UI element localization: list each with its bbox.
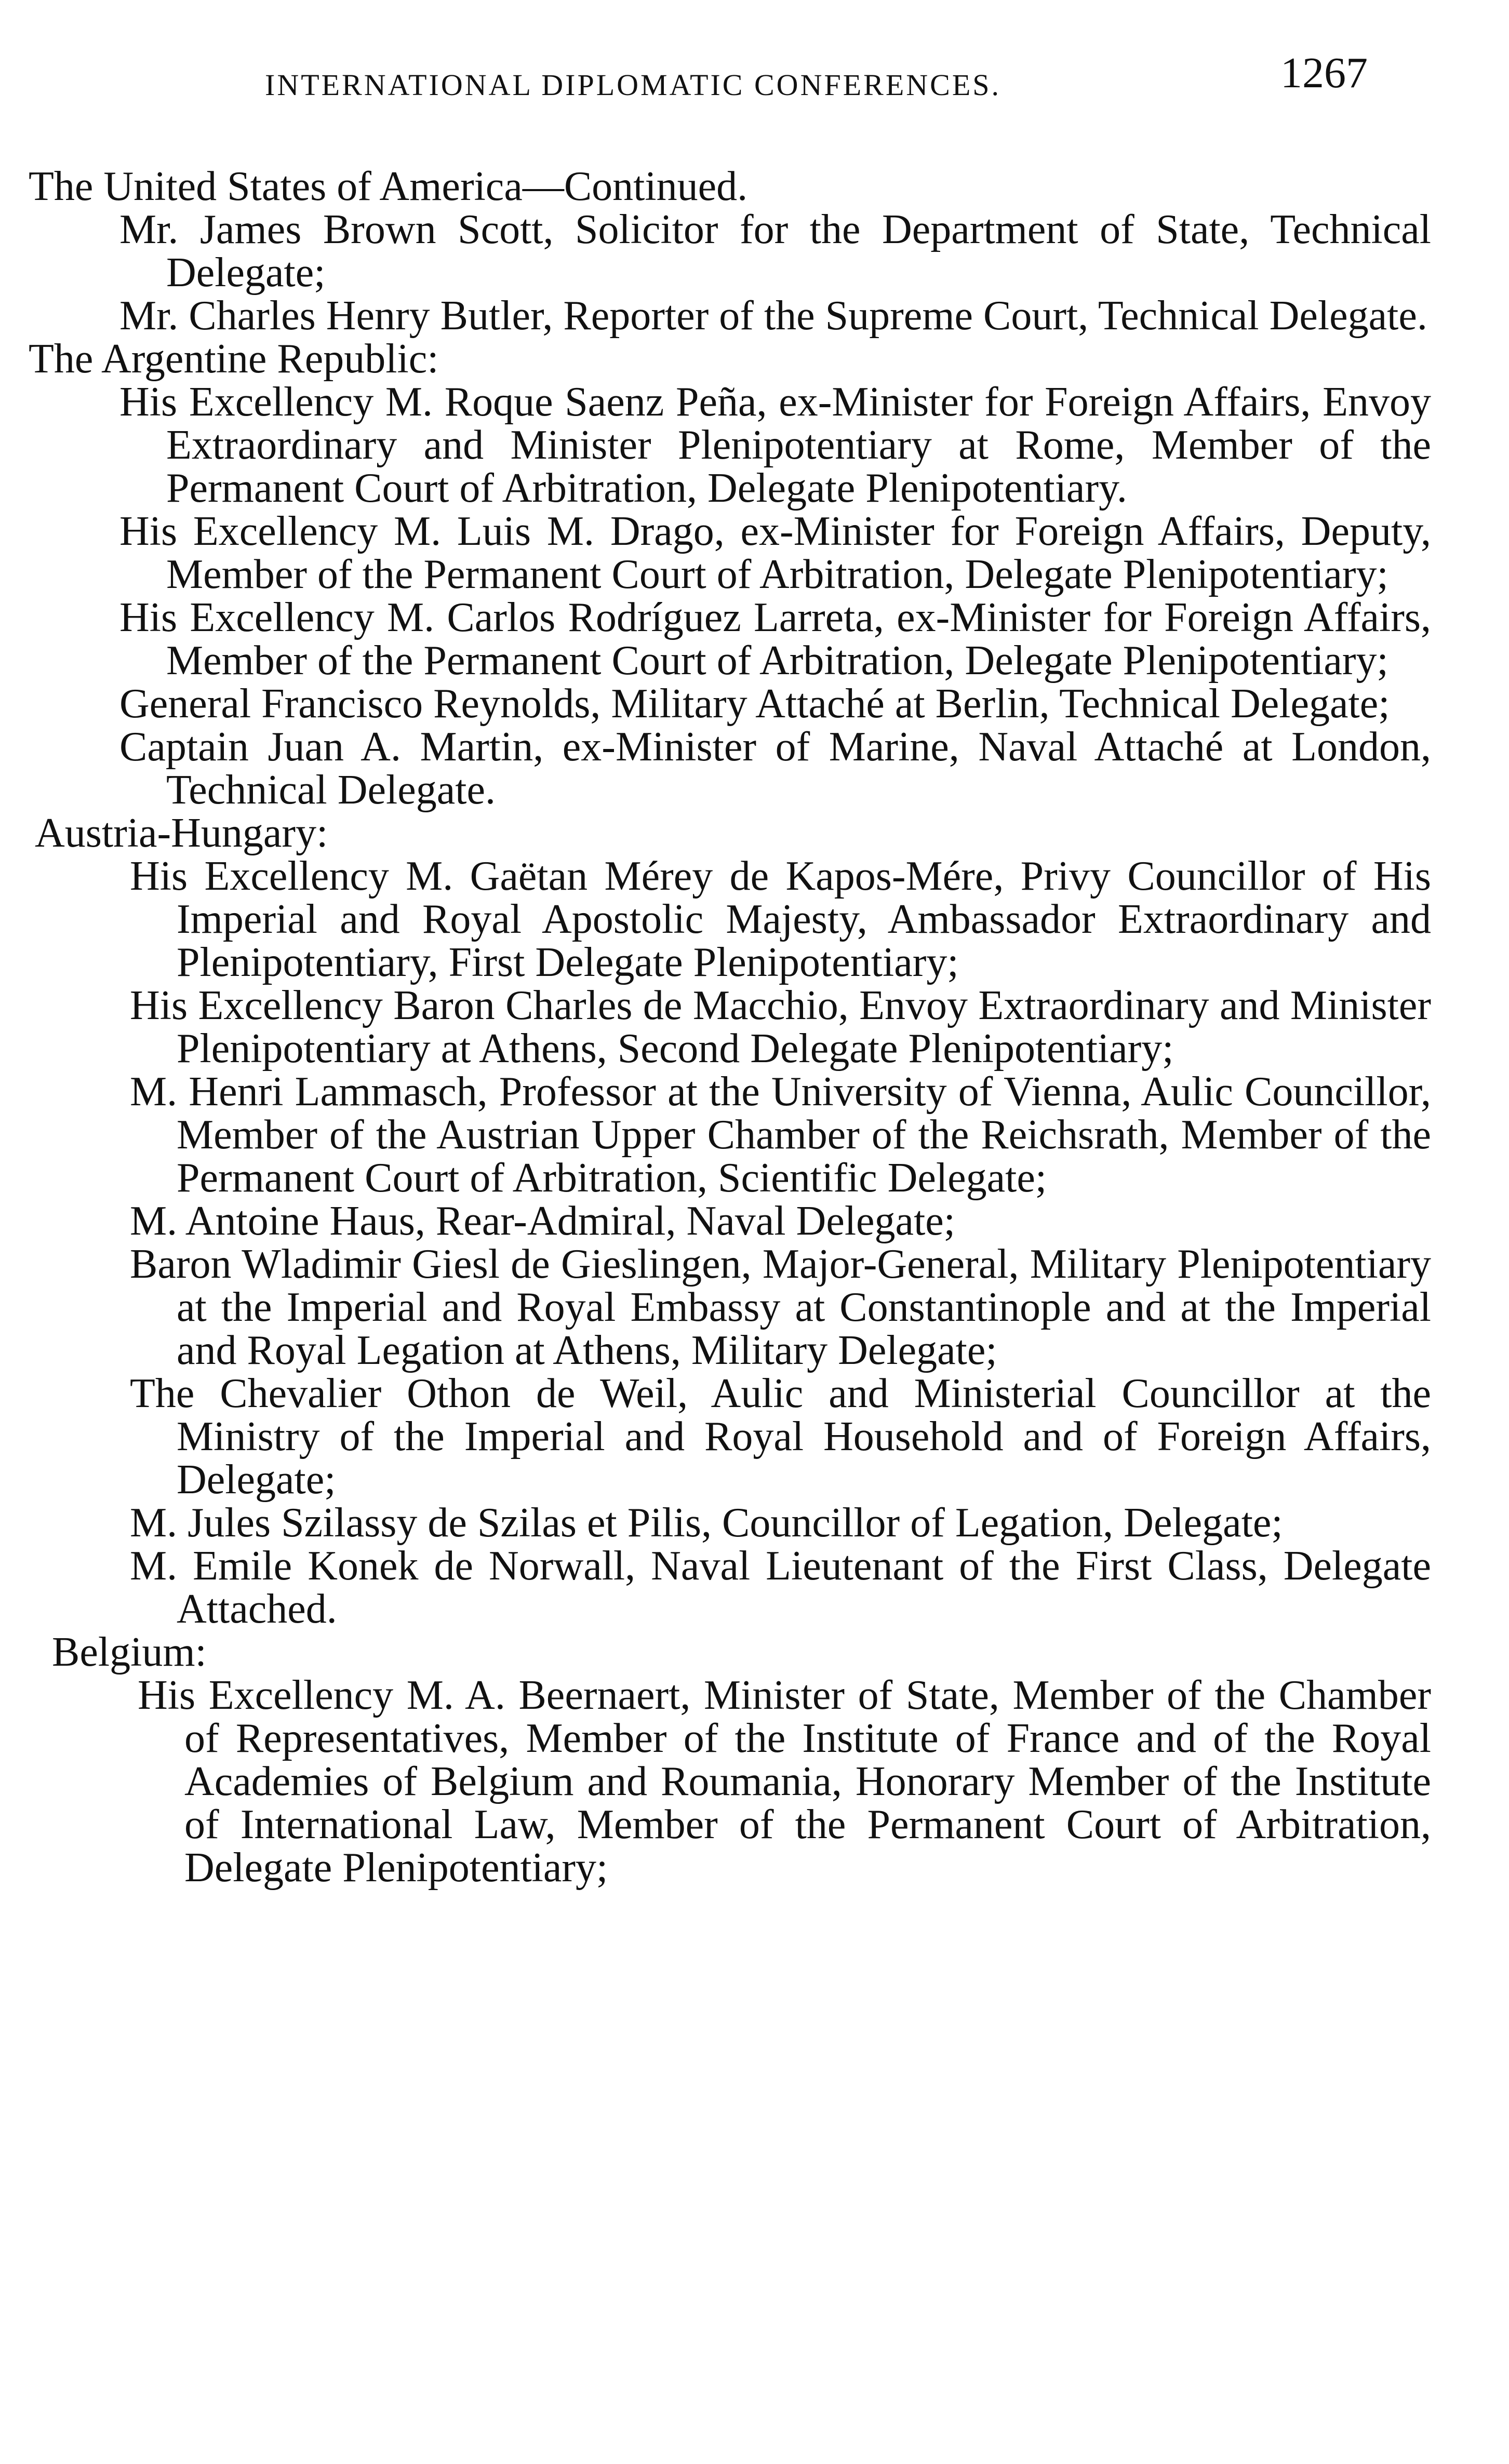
delegate-entry: His Excellency M. Roque Saenz Peña, ex-Minister for Foreign Affairs, Envoy Extraordinary and Minister Plenipotentiary at Rome, Member of the Permanent Court of Arbitration, Delegate Plenipotentiary. bbox=[119, 379, 1431, 511]
delegate-entry: His Excellency M. A. Beernaert, Minister of State, Member of the Chamber of Representatives, Member of the Institute of France and of the Royal Academies of Belgium and Roumania, Honorary Member of the Institute of International Law, Member of the Permanent Court of Arbitration, Delegate Plenipotentiary; bbox=[138, 1672, 1431, 1891]
running-title: INTERNATIONAL DIPLOMATIC CONFERENCES. bbox=[265, 68, 1001, 102]
page-number: 1267 bbox=[1280, 49, 1368, 97]
delegate-entry: His Excellency Baron Charles de Macchio, Envoy Extraordinary and Minister Plenipotentiary at Athens, Second Delegate Plenipotentiary; bbox=[130, 983, 1431, 1072]
delegate-entry: Mr. Charles Henry Butler, Reporter of the Supreme Court, Technical Delegate. bbox=[119, 293, 1427, 339]
delegate-entry: His Excellency M. Luis M. Drago, ex-Minister for Foreign Affairs, Deputy, Member of the Permanent Court of Arbitration, Delegate Plenipotentiary; bbox=[119, 508, 1431, 597]
delegate-entry: Mr. James Brown Scott, Solicitor for the Department of State, Technical Delegate; bbox=[119, 207, 1431, 296]
delegate-entry: M. Jules Szilassy de Szilas et Pilis, Councillor of Legation, Delegate; bbox=[130, 1500, 1283, 1546]
section-united-states bbox=[29, 165, 1431, 338]
document-body bbox=[29, 165, 1431, 1890]
delegate-entry: M. Henri Lammasch, Professor at the University of Vienna, Aulic Councillor, Member of the Austrian Upper Chamber of the Reichsrath, Member of the Permanent Court of Arbitration, Scientific Delegate; bbox=[130, 1069, 1431, 1201]
section-belgium bbox=[29, 1631, 1431, 1890]
delegate-entry: M. Emile Konek de Norwall, Naval Lieutenant of the First Class, Delegate Attached. bbox=[130, 1543, 1431, 1632]
delegate-entry: The Chevalier Othon de Weil, Aulic and Ministerial Councillor at the Ministry of the Imperial and Royal Household and of Foreign Affairs, Delegate; bbox=[130, 1371, 1431, 1503]
country-heading: Austria-Hungary: bbox=[35, 810, 328, 856]
country-heading: Belgium: bbox=[52, 1629, 207, 1675]
delegate-entry: His Excellency M. Gaëtan Mérey de Kapos-Mére, Privy Councillor of His Imperial and Royal Apostolic Majesty, Ambassador Extraordinary and Plenipotentiary, First Delegate Plenipotentiary; bbox=[130, 853, 1431, 985]
delegate-entry: General Francisco Reynolds, Military Attaché at Berlin, Technical Delegate; bbox=[119, 681, 1390, 727]
section-argentine-republic bbox=[29, 338, 1431, 812]
delegate-entry: His Excellency M. Carlos Rodríguez Larreta, ex-Minister for Foreign Affairs, Member of the Permanent Court of Arbitration, Delegate Plenipotentiary; bbox=[119, 595, 1431, 684]
country-heading: The United States of America—Continued. bbox=[29, 164, 748, 209]
delegate-entry: M. Antoine Haus, Rear-Admiral, Naval Delegate; bbox=[130, 1198, 956, 1244]
delegate-entry: Baron Wladimir Giesl de Gieslingen, Major-General, Military Plenipotentiary at the Imperial and Royal Embassy at Constantinople and at the Imperial and Royal Legation at Athens, Military Delegate; bbox=[130, 1241, 1431, 1373]
section-austria-hungary bbox=[29, 812, 1431, 1631]
country-heading: The Argentine Republic: bbox=[29, 336, 439, 382]
delegate-entry: Captain Juan A. Martin, ex-Minister of Marine, Naval Attaché at London, Technical Delegate. bbox=[119, 724, 1431, 813]
